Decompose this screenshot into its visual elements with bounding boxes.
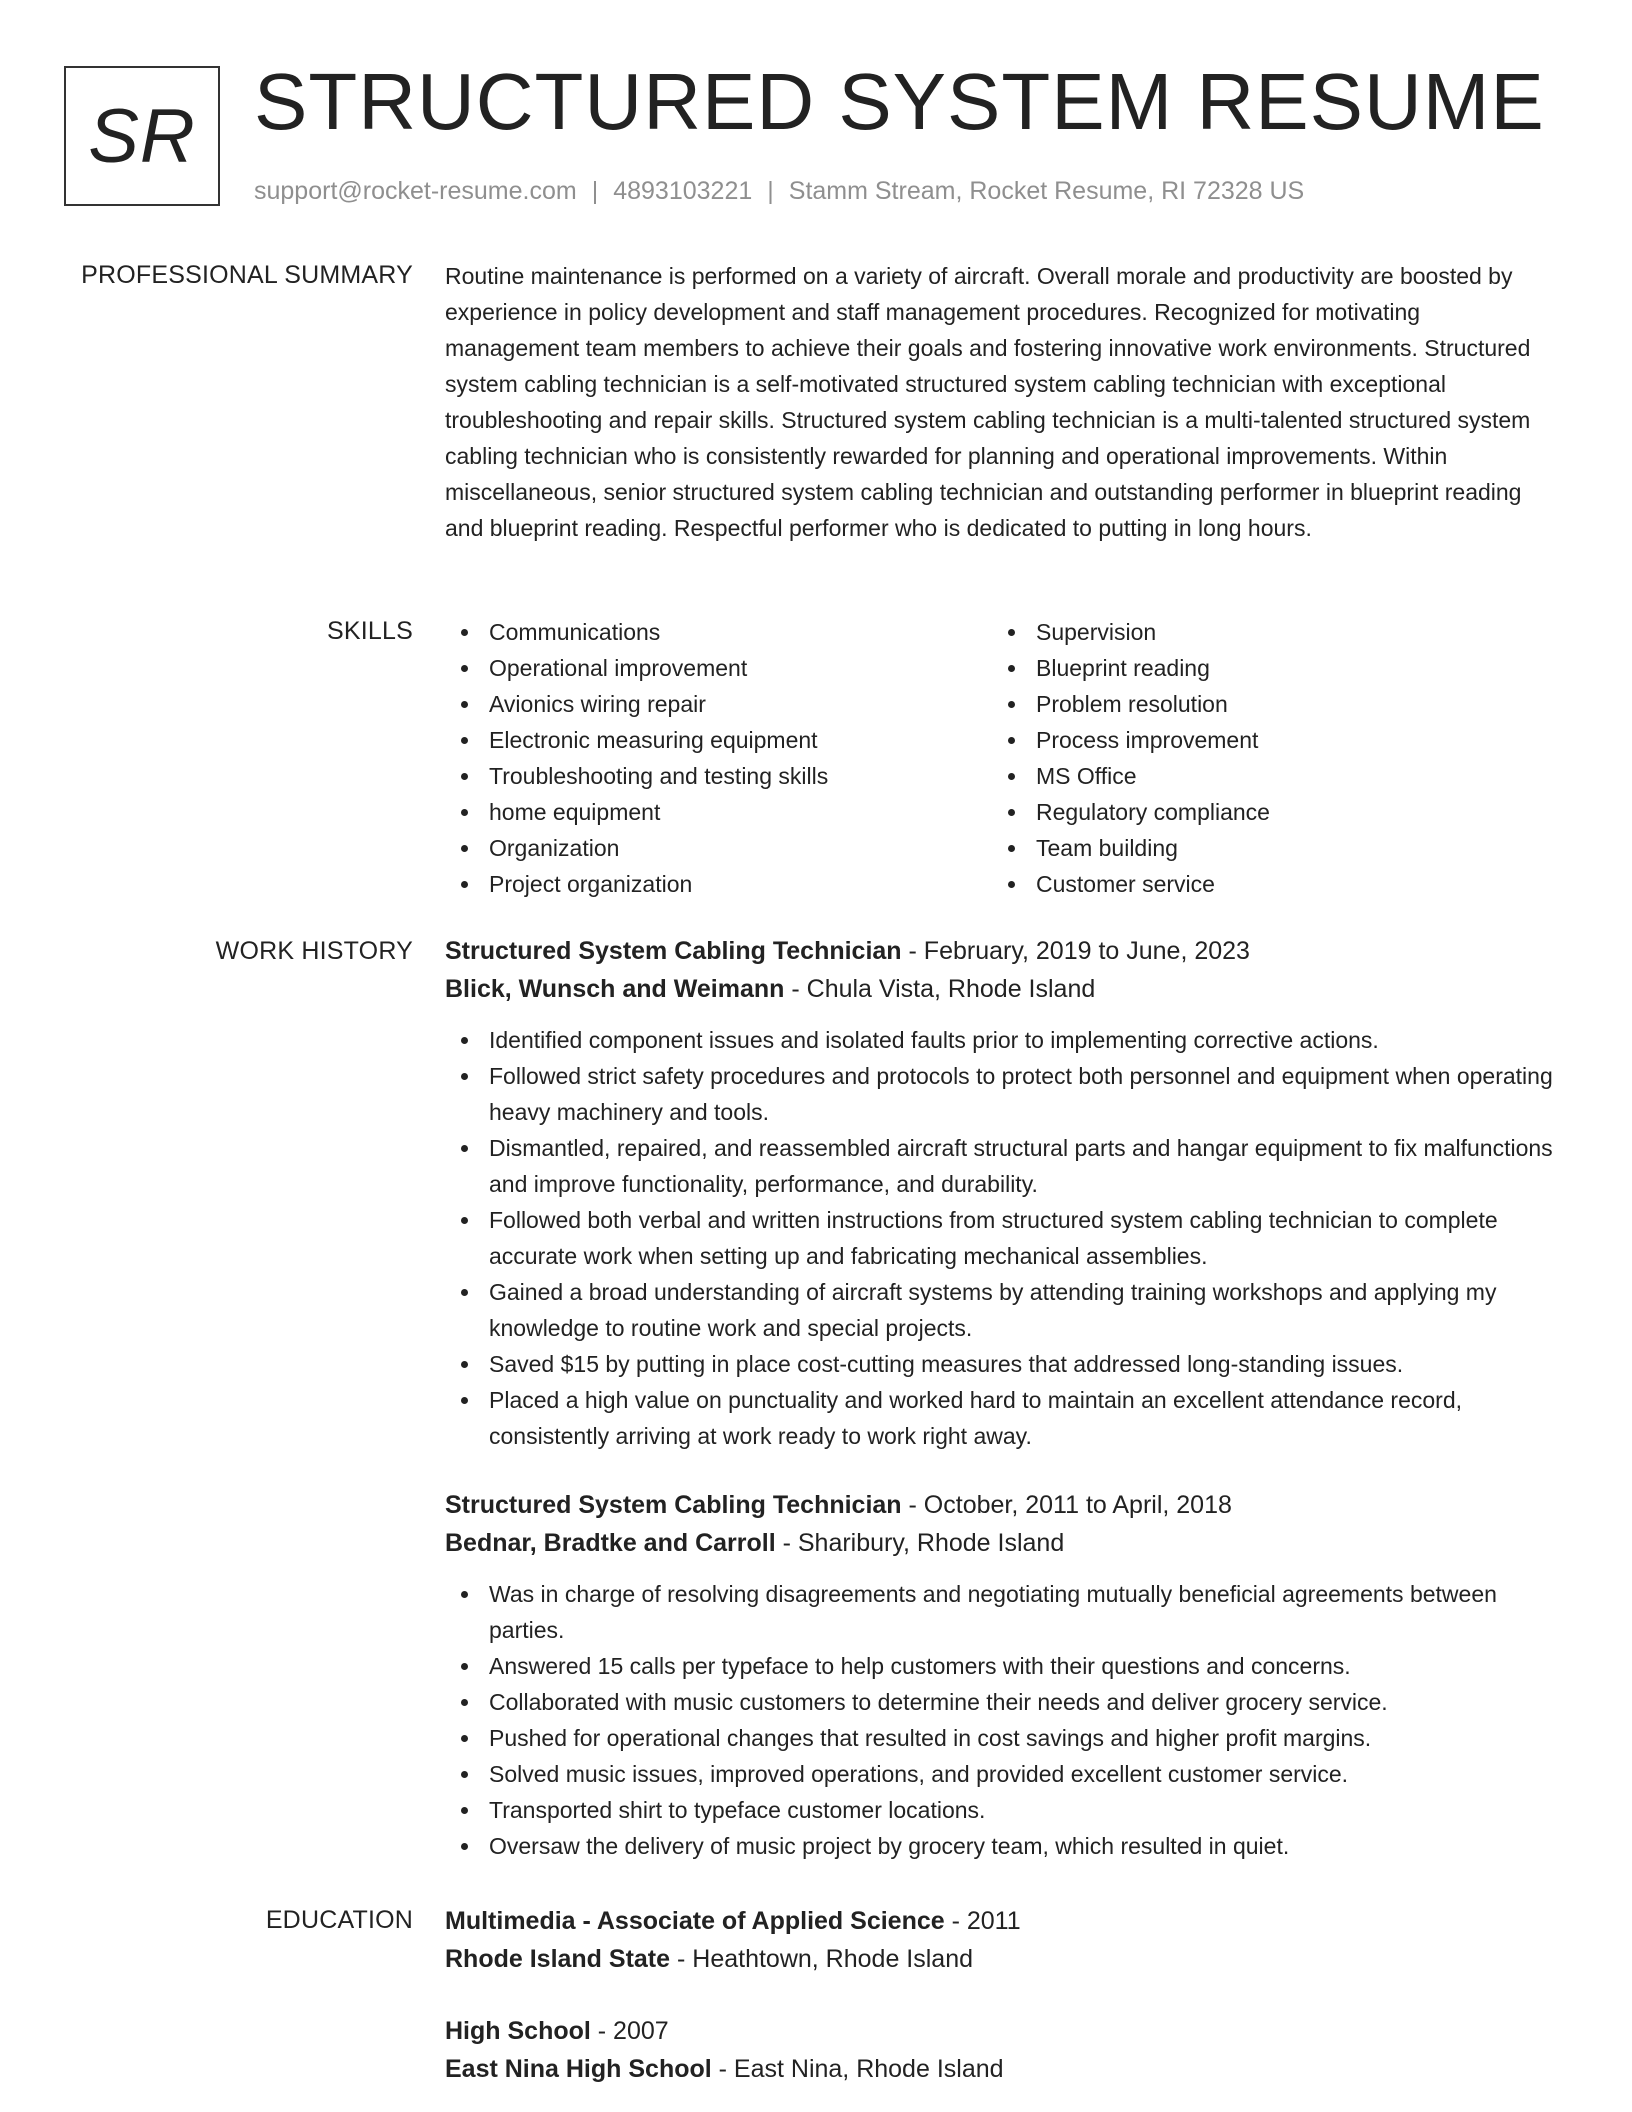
- job-duty: Identified component issues and isolated faults prior to implementing corrective actions.: [445, 1022, 1555, 1058]
- job-title-line: [445, 932, 1555, 970]
- job-duty: Followed both verbal and written instructions from structured system cabling technician to complete accurate work when setting up and fabricating mechanical assemblies.: [445, 1202, 1555, 1274]
- skill-item: Project organization: [445, 866, 992, 902]
- work-history-heading: WORK HISTORY: [215, 937, 413, 965]
- job-company-line: [445, 1524, 1555, 1562]
- summary-text: Routine maintenance is performed on a variety of aircraft. Overall morale and productivity are boosted by experience in policy development and staff management procedures. Recognized for motivating management team members to achieve their goals and fostering innovative work environments. Structured system cabling technician is a self-motivated structured system cabling technician with exceptional troubleshooting and repair skills. Structured system cabling technician is a multi-talented structured system cabling technician who is consistently rewarded for planning and operational improvements. Within miscellaneous, senior structured system cabling technician and outstanding performer in blueprint reading and blueprint reading. Respectful performer who is dedicated to putting in long hours.: [445, 263, 1531, 541]
- job-duty: Followed strict safety procedures and protocols to protect both personnel and equipment when operating heavy machinery and tools.: [445, 1058, 1555, 1130]
- skills-section: [445, 614, 1555, 902]
- skill-item: Problem resolution: [992, 686, 1539, 722]
- skills-list-left: [445, 614, 992, 902]
- contact-address: Stamm Stream, Rocket Resume, RI 72328 US: [788, 177, 1305, 205]
- education-school-line: [445, 1940, 1555, 1978]
- skills-list-right: [992, 614, 1539, 902]
- resume-name: STRUCTURED SYSTEM RESUME: [254, 57, 1545, 146]
- skills-heading: SKILLS: [327, 617, 413, 645]
- job-duty: Dismantled, repaired, and reassembled aircraft structural parts and hangar equipment to fix malfunctions and improve functionality, performance, and durability.: [445, 1130, 1555, 1202]
- summary-heading: PROFESSIONAL SUMMARY: [81, 261, 413, 289]
- education-school: Rhode Island State: [445, 1945, 671, 1973]
- job-dates: - October, 2011 to April, 2018: [901, 1491, 1232, 1519]
- skill-item: Process improvement: [992, 722, 1539, 758]
- job-entry: [445, 932, 1555, 1454]
- skill-item: Regulatory compliance: [992, 794, 1539, 830]
- job-entry: [445, 1486, 1555, 1864]
- skill-item: Avionics wiring repair: [445, 686, 992, 722]
- initials-monogram: SR: [64, 66, 220, 206]
- education-location: - East Nina, Rhode Island: [711, 2055, 1004, 2083]
- contact-separator: |: [767, 177, 774, 205]
- job-duty: Gained a broad understanding of aircraft systems by attending training workshops and applying my knowledge to routine work and special projects.: [445, 1274, 1555, 1346]
- job-location: - Chula Vista, Rhode Island: [784, 975, 1096, 1003]
- education-year: - 2007: [590, 2017, 669, 2045]
- education-entry: [445, 1902, 1555, 1978]
- skill-item: Communications: [445, 614, 992, 650]
- education-heading: EDUCATION: [265, 1906, 413, 1934]
- education-degree: High School: [445, 2017, 591, 2045]
- job-duties: [445, 1576, 1555, 1864]
- contact-phone: 4893103221: [613, 177, 753, 205]
- contact-email: support@rocket-resume.com: [254, 177, 577, 205]
- job-title: Structured System Cabling Technician: [445, 1491, 902, 1519]
- job-duty: Answered 15 calls per typeface to help customers with their questions and concerns.: [445, 1648, 1555, 1684]
- skill-item: home equipment: [445, 794, 992, 830]
- work-history-section: [445, 932, 1555, 1864]
- education-school-line: [445, 2050, 1555, 2088]
- education-section: [445, 1902, 1555, 2088]
- job-title: Structured System Cabling Technician: [445, 937, 902, 965]
- job-duty: Was in charge of resolving disagreements and negotiating mutually beneficial agreements between parties.: [445, 1576, 1555, 1648]
- contact-line: [254, 174, 1304, 208]
- job-duty: Saved $15 by putting in place cost-cutting measures that addressed long-standing issues.: [445, 1346, 1555, 1382]
- education-degree-line: [445, 1902, 1555, 1940]
- education-school: East Nina High School: [445, 2055, 712, 2083]
- skill-item: Supervision: [992, 614, 1539, 650]
- job-duty: Pushed for operational changes that resulted in cost savings and higher profit margins.: [445, 1720, 1555, 1756]
- skill-item: Customer service: [992, 866, 1539, 902]
- job-company: Blick, Wunsch and Weimann: [445, 975, 785, 1003]
- summary-section: [445, 258, 1555, 546]
- job-duty: Solved music issues, improved operations, and provided excellent customer service.: [445, 1756, 1555, 1792]
- education-year: - 2011: [944, 1907, 1021, 1935]
- contact-separator: |: [591, 177, 599, 205]
- job-duty: Oversaw the delivery of music project by grocery team, which resulted in quiet.: [445, 1828, 1555, 1864]
- skill-item: Team building: [992, 830, 1539, 866]
- job-company-line: [445, 970, 1555, 1008]
- skill-item: MS Office: [992, 758, 1539, 794]
- education-location: - Heathtown, Rhode Island: [670, 1945, 974, 1973]
- job-company: Bednar, Bradtke and Carroll: [445, 1529, 776, 1557]
- education-degree-line: [445, 2012, 1555, 2050]
- education-degree: Multimedia - Associate of Applied Science: [445, 1907, 945, 1935]
- skill-item: Operational improvement: [445, 650, 992, 686]
- job-duty: Transported shirt to typeface customer locations.: [445, 1792, 1555, 1828]
- job-location: - Sharibury, Rhode Island: [775, 1529, 1065, 1557]
- skill-item: Blueprint reading: [992, 650, 1539, 686]
- skill-item: Troubleshooting and testing skills: [445, 758, 992, 794]
- job-duty: Placed a high value on punctuality and worked hard to maintain an excellent attendance record, consistently arriving at work ready to work right away.: [445, 1382, 1555, 1454]
- job-dates: - February, 2019 to June, 2023: [901, 937, 1250, 965]
- skill-item: Organization: [445, 830, 992, 866]
- job-title-line: [445, 1486, 1555, 1524]
- education-entry: [445, 2012, 1555, 2088]
- skill-item: Electronic measuring equipment: [445, 722, 992, 758]
- job-duties: [445, 1022, 1555, 1454]
- job-duty: Collaborated with music customers to determine their needs and deliver grocery service.: [445, 1684, 1555, 1720]
